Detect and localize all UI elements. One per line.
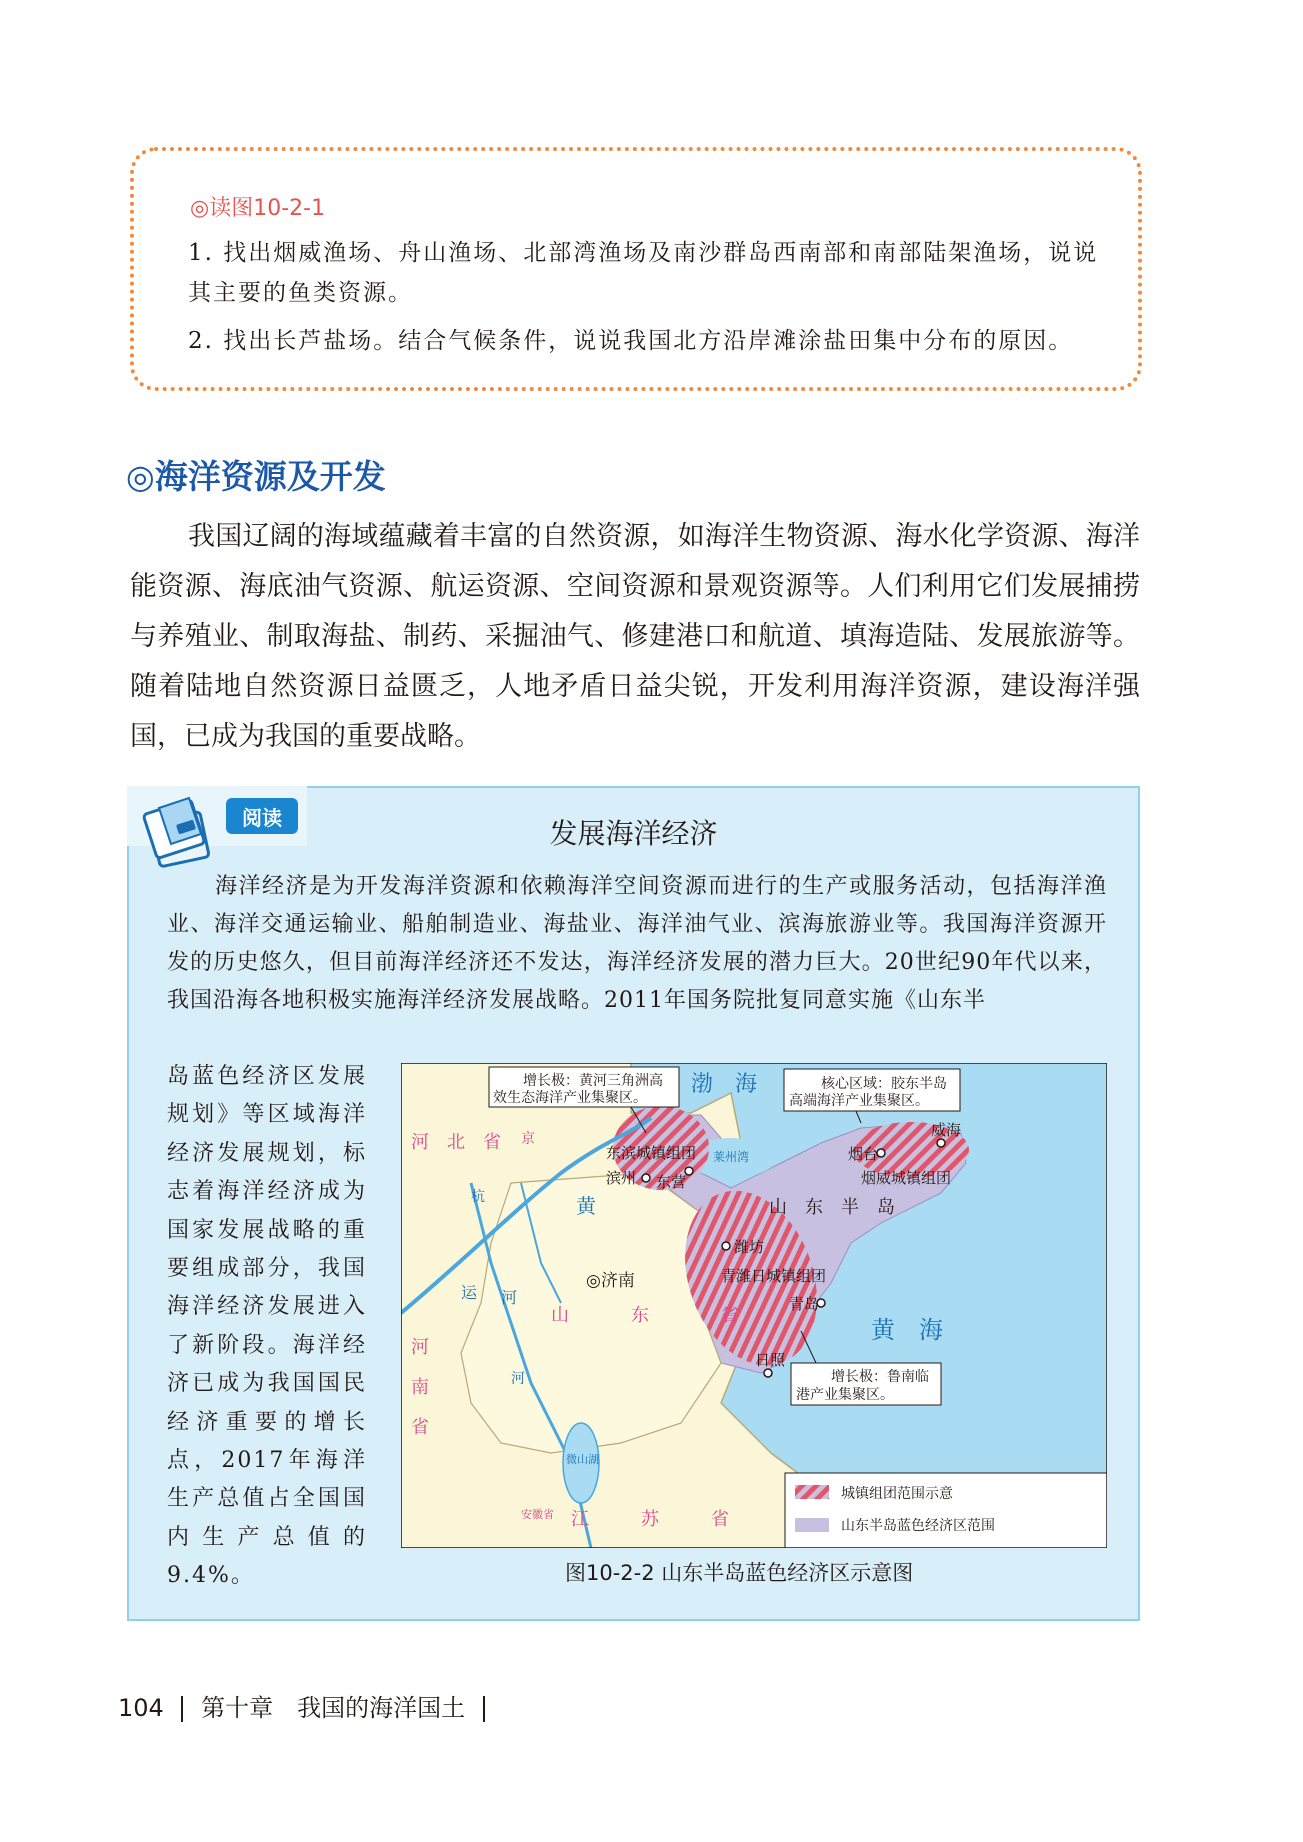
chapter-title: 第十章 我国的海洋国土 [201,1694,466,1722]
city-binzhou-dot [642,1174,650,1182]
callout-core-line1: 核心区域：胶东半岛 [821,1076,947,1092]
read-map-question-1: 1. 找出烟威渔场、舟山渔场、北部湾渔场及南沙群岛西南部和南部陆架渔场，说说其主要的鱼类资源。 [188,240,1099,306]
label-he-1: 河 [501,1288,518,1307]
read-map-question-2: 2. 找出长芦盐场。结合气候条件，说说我国北方沿岸滩涂盐田集中分布的原因。 [188,328,1074,354]
city-rizhao-dot [764,1369,772,1377]
callout-growth1-line1: 增长极：黄河三角洲高 [523,1073,663,1089]
cluster-dongbin-label: 东滨城镇组团 [606,1144,697,1162]
city-yantai: 烟台 [848,1145,879,1163]
callout-growth2-line1: 增长极：鲁南临 [831,1369,929,1385]
reading-text-top: 海洋经济是为开发海洋资源和依赖海洋空间资源而进行的生产或服务活动，包括海洋渔业、海洋交通运输业、船舶制造业、海盐业、海洋油气业、滨海旅游业等。我国海洋资源开发的历史悠久，但目前海洋经济还不发达，海洋经济发展的潜力巨大。20世纪90年代以来，我国沿海各地积极实施海洋经济发展战略。2011年国务院批复同意实施《山东半 [167,874,1107,1013]
footer-separator-end [483,1696,485,1722]
label-bohai: 渤 海 [691,1072,758,1097]
city-qingdao: 青岛 [789,1295,820,1313]
reading-text-left: 岛蓝色经济区发展规划》等区域海洋经济发展规划，标志着海洋经济成为国家发展战略的重要组成部分，我国海洋经济发展进入了新阶段。海洋经济已成为我国国民经济重要的增长点，2017年海洋生产总值占全国国内生产总值的9.4%。 [167,1064,367,1589]
section-paragraph: 我国辽阔的海域蕴藏着丰富的自然资源，如海洋生物资源、海水化学资源、海洋能资源、海底油气资源、航运资源、空间资源和景观资源等。人们利用它们发展捕捞与养殖业、制取海盐、制药、采掘油气、修建港口和航道、填海造陆、发展旅游等。随着陆地自然资源日益匮乏，人地矛盾日益尖锐，开发利用海洋资源，建设海洋强国，已成为我国的重要战略。 [130,521,1140,752]
label-hang: 杭 [471,1189,485,1205]
label-jiangsu-1: 江 [571,1509,589,1530]
label-he-2: 河 [511,1371,525,1387]
city-jinan: ◎济南 [586,1271,635,1291]
label-huanghai: 黄 海 [871,1316,943,1344]
callout-growth2-line2: 港产业集聚区。 [796,1387,894,1403]
section-title: ◎海洋资源及开发 [126,457,386,496]
shandong-map [401,1063,1107,1548]
legend-cluster-label: 城镇组团范围示意 [841,1486,953,1502]
read-map-title: ◎读图10-2-1 [190,196,326,221]
legend-zone-swatch [795,1518,829,1532]
label-henan-2: 南 [411,1377,429,1398]
reading-title: 发展海洋经济 [549,817,718,850]
label-shandong-1: 山 [551,1305,569,1326]
cluster-qingweiri-label: 青潍日城镇组团 [721,1267,827,1285]
label-weishanhu: 微山湖 [566,1453,599,1466]
city-binzhou: 滨州 [606,1169,637,1187]
label-shandong-2: 东 [631,1305,649,1326]
city-yantai-dot [877,1149,885,1157]
map-caption: 图10-2-2 山东半岛蓝色经济区示意图 [565,1561,914,1585]
city-weifang: 潍坊 [734,1238,765,1256]
label-jing: 京 [521,1131,535,1147]
city-weifang-dot [722,1242,730,1250]
label-hebei: 河 北 省 [411,1132,501,1153]
page-number: 104 [118,1694,164,1722]
label-anhui: 安徽省 [521,1508,554,1521]
cluster-yanwei-label: 烟威城镇组团 [861,1169,952,1187]
reading-tag: 阅读 [226,798,298,834]
callout-growth1-line2: 效生态海洋产业集聚区。 [493,1090,647,1106]
legend-cluster-swatch [795,1485,829,1499]
label-jiangsu-3: 省 [711,1509,729,1530]
page-footer [118,1688,495,1723]
callout-core-line2: 高端海洋产业集聚区。 [789,1093,929,1109]
label-shandong-3: 省 [721,1305,739,1326]
label-peninsula: 山 东 半 岛 [769,1197,895,1218]
map-legend [785,1473,1107,1548]
read-map-box [130,147,1142,391]
city-dongying: 东营 [656,1173,687,1191]
city-weihai-dot [937,1139,945,1147]
city-rizhao: 日照 [755,1351,786,1369]
label-laizhouwan: 莱州湾 [713,1150,750,1164]
label-henan-1: 河 [411,1337,429,1358]
label-jiangsu-2: 苏 [641,1509,659,1530]
city-dongying-dot [685,1167,693,1175]
city-weihai: 威海 [931,1121,962,1139]
label-yellow-river: 黄 [576,1194,596,1218]
legend-zone-label: 山东半岛蓝色经济区范围 [841,1518,995,1534]
label-yun: 运 [461,1283,478,1302]
label-henan-3: 省 [411,1417,429,1438]
footer-separator [181,1696,183,1722]
